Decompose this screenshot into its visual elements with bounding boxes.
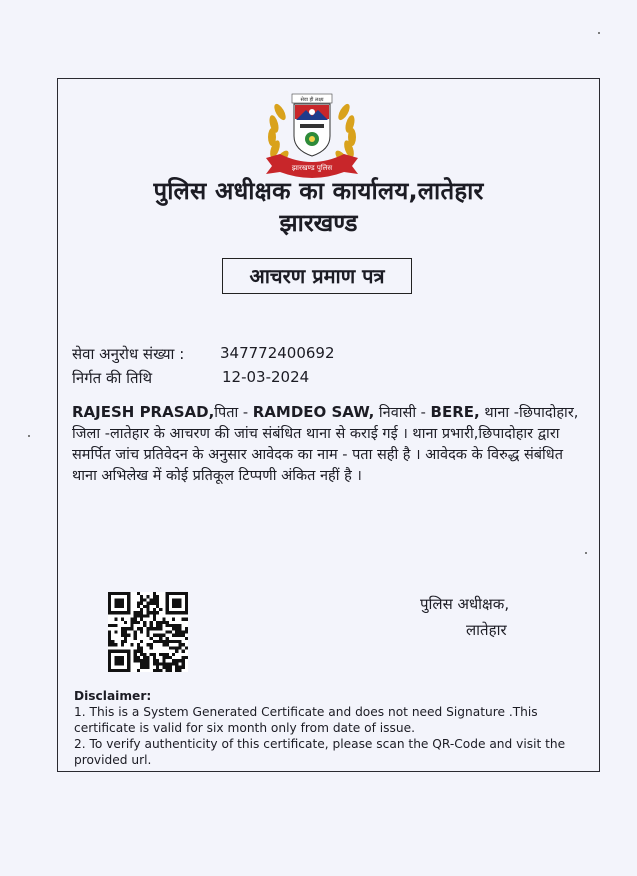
issue-date-value: 12-03-2024 [222, 368, 310, 386]
disclaimer-line-1: 1. This is a System Generated Certificate and does not need Signature .This certificate is valid for six month only from date of issue. [74, 705, 538, 735]
office-title: पुलिस अधीक्षक का कार्यालय,लातेहार [153, 177, 484, 205]
village-name: BERE, [430, 403, 480, 421]
request-number-label: सेवा अनुरोध संख्या : [72, 345, 185, 363]
emblem-motto-text: सेवा ही लक्ष्य [300, 97, 324, 103]
qr-code-icon[interactable] [108, 592, 188, 672]
certificate-title: आचरण प्रमाण पत्र [222, 258, 412, 294]
father-label: पिता - [214, 405, 253, 421]
request-number-row [72, 344, 335, 364]
state-title: झारखण्ड [279, 209, 358, 237]
certificate-body [72, 402, 592, 487]
disclaimer-heading: Disclaimer: [74, 689, 152, 703]
disclaimer-line-2: 2. To verify authenticity of this certificate, please scan the QR-Code and visit the provided url. [74, 737, 566, 767]
scan-speck [598, 32, 600, 34]
scan-speck [585, 552, 587, 554]
applicant-name: RAJESH PRASAD, [72, 403, 215, 421]
jharkhand-police-emblem-icon [260, 92, 364, 182]
issue-date-label: निर्गत की तिथि [72, 369, 153, 387]
signatory-place: लातेहार [466, 621, 507, 639]
father-name: RAMDEO SAW, [252, 403, 375, 421]
emblem-banner-text: झारखण्ड पुलिस [291, 164, 333, 172]
issue-date-row [72, 368, 310, 388]
scan-speck [28, 435, 30, 437]
disclaimer [74, 688, 589, 768]
request-number-value: 347772400692 [220, 344, 335, 362]
signatory-designation: पुलिस अधीक्षक, [420, 595, 510, 613]
body-text: थाना -छिपादोहार, जिला -लातेहार के आचरण की जांच संबंधित थाना से कराई गई । थाना प्रभारी,छिपादोहार द्वारा समर्पित जांच प्रतिवेदन के अनुसार आवेदक का नाम - पता सही है । आवेदक के विरुद्ध संबंधित थाना अभिलेख में कोई प्रतिकूल टिप्पणी अंकित नहीं है । [72, 405, 579, 484]
resident-label: निवासी - [374, 405, 431, 421]
